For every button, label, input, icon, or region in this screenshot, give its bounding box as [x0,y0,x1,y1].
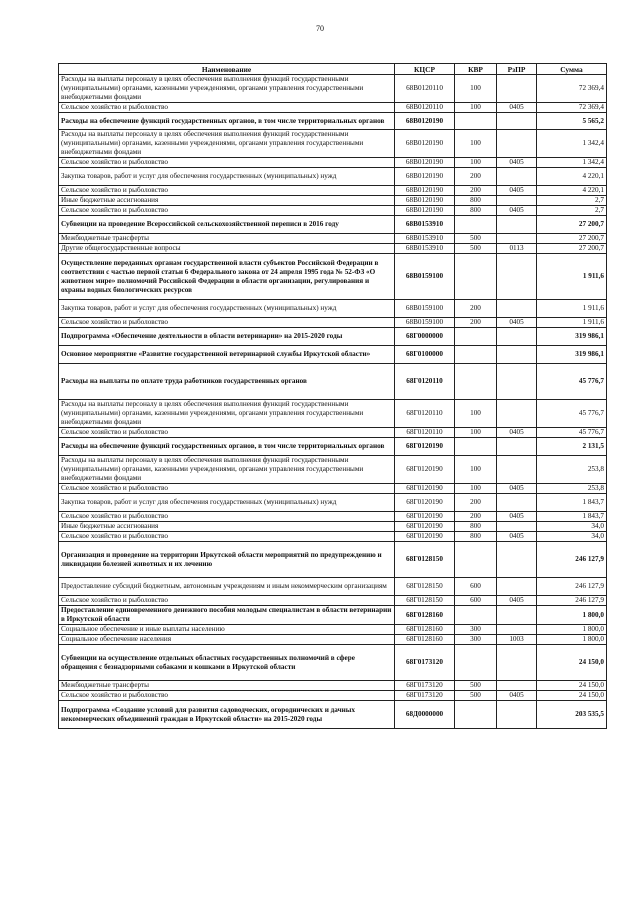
cell-kvr: 100 [455,75,497,103]
cell-name: Расходы на выплаты персоналу в целях обеспечения выполнения функций государственными (муниципальными) органами, казенными учреждениями, органами управления государственными внебюджетными фондами [59,456,395,484]
cell-rzpr [497,328,537,346]
cell-sum: 27 200,7 [537,216,607,234]
cell-sum: 246 127,9 [537,578,607,596]
cell-kvr [455,542,497,578]
cell-rzpr [497,578,537,596]
cell-kvr: 200 [455,318,497,328]
cell-name: Субвенции на проведение Всероссийской сельскохозяйственной переписи в 2016 году [59,216,395,234]
table-row [59,635,607,645]
cell-name: Расходы на выплаты персоналу в целях обеспечения выполнения функций государственными (муниципальными) органами, казенными учреждениями, органами управления государственными внебюджетными фондами [59,400,395,428]
cell-rzpr: 0113 [497,244,537,254]
cell-rzpr: 0405 [497,596,537,606]
table-row [59,168,607,186]
cell-name: Межбюджетные трансферты [59,234,395,244]
cell-sum: 1 342,4 [537,130,607,158]
cell-name: Сельское хозяйство и рыболовство [59,103,395,113]
cell-rzpr [497,606,537,625]
cell-name: Осуществление переданных органам государственной власти субъектов Российской Федерации в соответствии с частью первой статьи 6 Федерального закона от 24 апреля 1995 года № 52-ФЗ «О животном мире» полномочий Российской Федерации в области организации, регулирования и охраны водных биологических ресурсов [59,254,395,300]
table-row [59,130,607,158]
cell-sum: 72 369,4 [537,103,607,113]
cell-kcsr: 68В0159100 [395,318,455,328]
cell-rzpr [497,216,537,234]
cell-kcsr: 68Г0000000 [395,328,455,346]
cell-sum: 1 911,6 [537,300,607,318]
cell-sum: 253,8 [537,484,607,494]
table-row [59,681,607,691]
cell-kvr: 800 [455,206,497,216]
cell-kcsr: 68Г0128150 [395,596,455,606]
cell-name: Сельское хозяйство и рыболовство [59,484,395,494]
table-header-row [59,64,607,75]
table-row [59,158,607,168]
cell-sum: 319 986,1 [537,346,607,364]
header-sum: Сумма [537,64,607,75]
cell-kvr [455,645,497,681]
cell-kvr: 200 [455,300,497,318]
cell-sum: 1 800,0 [537,635,607,645]
cell-name: Расходы на обеспечение функций государственных органов, в том числе территориальных органов [59,113,395,130]
cell-name: Сельское хозяйство и рыболовство [59,206,395,216]
cell-name: Сельское хозяйство и рыболовство [59,158,395,168]
cell-sum: 1 911,6 [537,318,607,328]
cell-rzpr: 0405 [497,512,537,522]
cell-name: Социальное обеспечение населения [59,635,395,645]
cell-name: Закупка товаров, работ и услуг для обеспечения государственных (муниципальных) нужд [59,300,395,318]
cell-name: Подпрограмма «Создание условий для развития садоводческих, огороднических и дачных некоммерческих объединений граждан в Иркутской области» на 2015-2020 годы [59,701,395,729]
cell-name: Организация и проведение на территории Иркутской области мероприятий по предупреждению и ликвидации болезней животных и их лечению [59,542,395,578]
cell-kcsr: 68Г0120190 [395,522,455,532]
table-row [59,113,607,130]
cell-sum: 24 150,0 [537,681,607,691]
cell-rzpr [497,701,537,729]
cell-name: Субвенции на осуществление отдельных областных государственных полномочий в сфере обращения с безнадзорными собаками и кошками в Иркутской области [59,645,395,681]
cell-kvr: 100 [455,158,497,168]
table-row [59,216,607,234]
cell-kvr: 500 [455,244,497,254]
table-row [59,244,607,254]
cell-kvr: 100 [455,428,497,438]
cell-kcsr: 68Г0120190 [395,456,455,484]
table-row [59,701,607,729]
cell-name: Сельское хозяйство и рыболовство [59,512,395,522]
table-row [59,691,607,701]
cell-rzpr [497,400,537,428]
cell-sum: 1 843,7 [537,512,607,522]
table-row [59,542,607,578]
cell-kvr: 800 [455,196,497,206]
cell-name: Расходы на обеспечение функций государственных органов, в том числе территориальных органов [59,438,395,456]
cell-sum: 45 776,7 [537,400,607,428]
table-row [59,346,607,364]
cell-name: Сельское хозяйство и рыболовство [59,428,395,438]
cell-rzpr [497,300,537,318]
cell-kcsr: 68Г0128160 [395,635,455,645]
cell-kcsr: 68Г0128160 [395,606,455,625]
cell-rzpr [497,494,537,512]
cell-kvr: 200 [455,168,497,186]
cell-sum: 1 911,6 [537,254,607,300]
cell-rzpr: 0405 [497,428,537,438]
cell-name: Другие общегосударственные вопросы [59,244,395,254]
cell-name: Сельское хозяйство и рыболовство [59,532,395,542]
header-kvr: КВР [455,64,497,75]
cell-sum: 1 342,4 [537,158,607,168]
cell-rzpr [497,438,537,456]
cell-kvr: 500 [455,691,497,701]
cell-sum: 27 200,7 [537,244,607,254]
cell-kvr: 200 [455,186,497,196]
cell-kvr: 100 [455,400,497,428]
cell-kcsr: 68В0120190 [395,206,455,216]
table-row [59,364,607,400]
cell-kcsr: 68В0120110 [395,75,455,103]
cell-kcsr: 68В0120190 [395,130,455,158]
cell-sum: 45 776,7 [537,428,607,438]
cell-name: Иные бюджетные ассигнования [59,522,395,532]
cell-name: Закупка товаров, работ и услуг для обеспечения государственных (муниципальных) нужд [59,494,395,512]
table-row [59,206,607,216]
table-row [59,532,607,542]
cell-kvr: 600 [455,596,497,606]
table-row [59,300,607,318]
cell-sum: 72 369,4 [537,75,607,103]
cell-kcsr: 68В0120190 [395,196,455,206]
cell-sum: 319 986,1 [537,328,607,346]
cell-sum: 45 776,7 [537,364,607,400]
cell-kvr: 100 [455,456,497,484]
cell-rzpr: 0405 [497,206,537,216]
cell-sum: 24 150,0 [537,691,607,701]
cell-sum: 4 220,1 [537,168,607,186]
cell-kvr [455,254,497,300]
cell-rzpr [497,130,537,158]
table-row [59,428,607,438]
cell-sum: 246 127,9 [537,596,607,606]
cell-kcsr: 68В0159100 [395,300,455,318]
cell-kcsr: 68Г0120110 [395,400,455,428]
cell-kcsr: 68В0120190 [395,168,455,186]
cell-kvr: 600 [455,578,497,596]
cell-rzpr: 0405 [497,103,537,113]
table-row [59,75,607,103]
table-row [59,196,607,206]
cell-name: Социальное обеспечение и иные выплаты населению [59,625,395,635]
cell-kvr: 500 [455,681,497,691]
cell-rzpr [497,645,537,681]
cell-name: Сельское хозяйство и рыболовство [59,596,395,606]
cell-kcsr: 68Г0120190 [395,494,455,512]
cell-kcsr: 68Г0120190 [395,438,455,456]
cell-kvr: 100 [455,103,497,113]
cell-kvr: 100 [455,130,497,158]
cell-name: Сельское хозяйство и рыболовство [59,318,395,328]
header-rzpr: РзПР [497,64,537,75]
cell-rzpr: 0405 [497,691,537,701]
cell-sum: 5 565,2 [537,113,607,130]
header-name: Наименование [59,64,395,75]
table-row [59,512,607,522]
cell-sum: 253,8 [537,456,607,484]
cell-kcsr: 68В0120110 [395,103,455,113]
cell-rzpr [497,254,537,300]
cell-rzpr [497,456,537,484]
cell-kcsr: 68В0120190 [395,158,455,168]
table-row [59,625,607,635]
cell-name: Сельское хозяйство и рыболовство [59,186,395,196]
table-row [59,234,607,244]
cell-rzpr: 0405 [497,186,537,196]
cell-kvr: 800 [455,522,497,532]
cell-name: Предоставление субсидий бюджетным, автономным учреждениям и иным некоммерческим организациям [59,578,395,596]
cell-rzpr [497,234,537,244]
cell-sum: 203 535,5 [537,701,607,729]
cell-kvr [455,438,497,456]
cell-kvr: 300 [455,635,497,645]
cell-sum: 2 131,5 [537,438,607,456]
cell-kcsr: 68Д0000000 [395,701,455,729]
cell-kcsr: 68Г0120110 [395,364,455,400]
table-row [59,438,607,456]
cell-sum: 1 800,0 [537,606,607,625]
table-row [59,522,607,532]
cell-kcsr: 68Г0128150 [395,578,455,596]
cell-kvr [455,346,497,364]
header-kcsr: КЦСР [395,64,455,75]
cell-kvr: 100 [455,484,497,494]
cell-kcsr: 68Г0120190 [395,484,455,494]
cell-name: Основное мероприятие «Развитие государственной ветеринарной службы Иркутской области» [59,346,395,364]
cell-rzpr [497,625,537,635]
cell-kcsr: 68Г0120190 [395,532,455,542]
cell-rzpr [497,681,537,691]
cell-rzpr: 0405 [497,532,537,542]
cell-name: Сельское хозяйство и рыболовство [59,691,395,701]
table-row [59,596,607,606]
cell-kcsr: 68Г0100000 [395,346,455,364]
cell-kcsr: 68В0120190 [395,186,455,196]
cell-sum: 2,7 [537,206,607,216]
cell-kvr: 800 [455,532,497,542]
cell-rzpr: 1003 [497,635,537,645]
cell-sum: 27 200,7 [537,234,607,244]
cell-kcsr: 68В0120190 [395,113,455,130]
cell-kvr [455,606,497,625]
cell-rzpr [497,168,537,186]
table-row [59,318,607,328]
cell-rzpr [497,364,537,400]
cell-rzpr: 0405 [497,318,537,328]
cell-kcsr: 68Г0173120 [395,681,455,691]
cell-kvr: 300 [455,625,497,635]
cell-name: Подпрограмма «Обеспечение деятельности в области ветеринарии» на 2015-2020 годы [59,328,395,346]
table-body [59,75,607,729]
cell-name: Расходы на выплаты персоналу в целях обеспечения выполнения функций государственными (муниципальными) органами, казенными учреждениями, органами управления государственными внебюджетными фондами [59,130,395,158]
table-row [59,103,607,113]
table-row [59,645,607,681]
table-row [59,606,607,625]
cell-kcsr: 68Г0120190 [395,512,455,522]
cell-kvr [455,328,497,346]
cell-kvr: 200 [455,512,497,522]
cell-kcsr: 68В0153910 [395,234,455,244]
cell-name: Предоставление единовременного денежного пособия молодым специалистам в области ветеринарии в Иркутской области [59,606,395,625]
cell-sum: 1 800,0 [537,625,607,635]
cell-rzpr: 0405 [497,484,537,494]
cell-sum: 34,0 [537,532,607,542]
cell-kcsr: 68Г0173120 [395,645,455,681]
cell-name: Расходы на выплаты персоналу в целях обеспечения выполнения функций государственными (муниципальными) органами, казенными учреждениями, органами управления государственными внебюджетными фондами [59,75,395,103]
cell-kcsr: 68Г0128150 [395,542,455,578]
cell-rzpr [497,522,537,532]
cell-kcsr: 68В0153910 [395,244,455,254]
cell-kvr [455,701,497,729]
cell-rzpr [497,346,537,364]
cell-rzpr [497,542,537,578]
table-row [59,186,607,196]
cell-sum: 4 220,1 [537,186,607,196]
cell-rzpr [497,113,537,130]
table-row [59,254,607,300]
cell-name: Межбюджетные трансферты [59,681,395,691]
cell-name: Иные бюджетные ассигнования [59,196,395,206]
page-number: 70 [316,24,324,33]
table-row [59,456,607,484]
table-row [59,400,607,428]
cell-name: Закупка товаров, работ и услуг для обеспечения государственных (муниципальных) нужд [59,168,395,186]
cell-sum: 2,7 [537,196,607,206]
table-row [59,328,607,346]
cell-sum: 24 150,0 [537,645,607,681]
cell-kvr: 200 [455,494,497,512]
cell-sum: 246 127,9 [537,542,607,578]
cell-rzpr [497,75,537,103]
cell-kvr: 500 [455,234,497,244]
cell-kcsr: 68В0153910 [395,216,455,234]
table-row [59,578,607,596]
cell-rzpr [497,196,537,206]
cell-kvr [455,364,497,400]
budget-table [58,63,607,729]
cell-kvr [455,113,497,130]
cell-kcsr: 68Г0128160 [395,625,455,635]
cell-sum: 34,0 [537,522,607,532]
cell-name: Расходы на выплаты по оплате труда работников государственных органов [59,364,395,400]
cell-kcsr: 68В0159100 [395,254,455,300]
cell-kcsr: 68Г0173120 [395,691,455,701]
cell-sum: 1 843,7 [537,494,607,512]
table-row [59,494,607,512]
cell-rzpr: 0405 [497,158,537,168]
table-row [59,484,607,494]
cell-kvr [455,216,497,234]
cell-kcsr: 68Г0120110 [395,428,455,438]
